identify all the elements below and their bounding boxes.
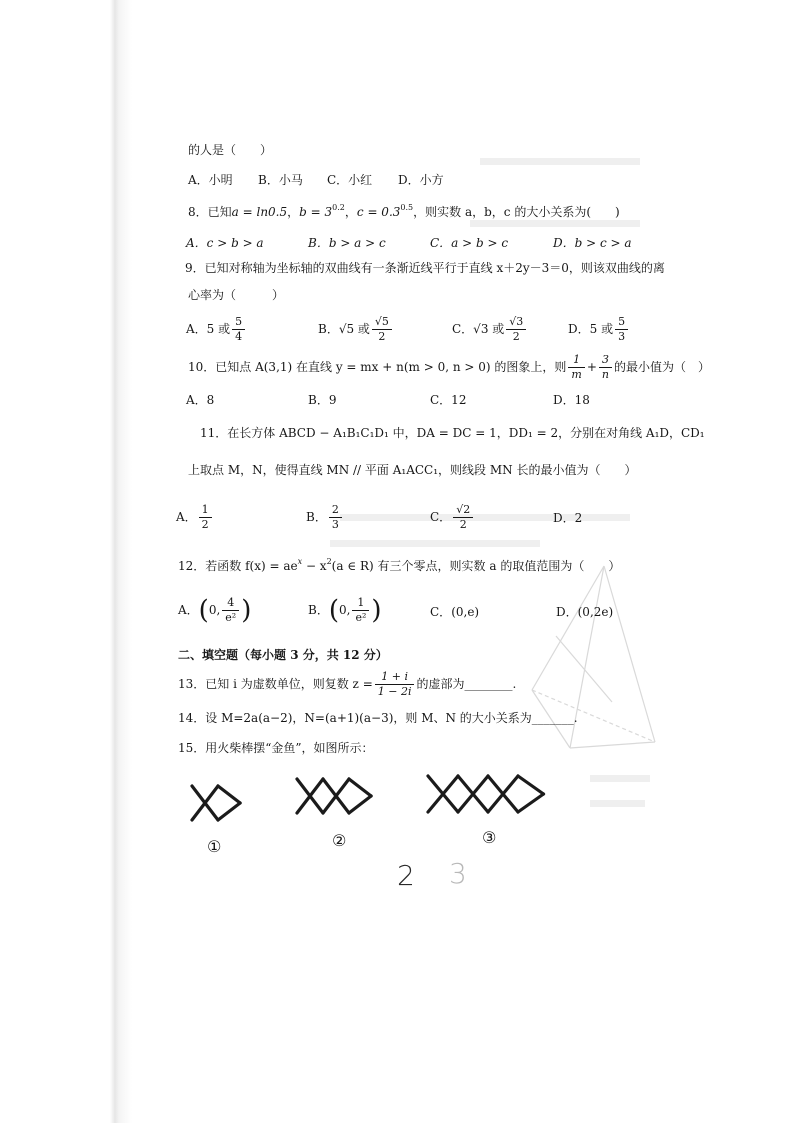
handwritten-page-number: 2 <box>397 859 415 892</box>
option-label: B．√5 或 <box>318 322 370 336</box>
figure-label-3: ③ <box>482 828 497 847</box>
q7-tail: 的人是（ ） <box>188 143 273 157</box>
fraction-denominator: m <box>571 368 582 381</box>
q11-stem-line2: 上取点 M，N，使得直线 MN // 平面 A₁ACC₁，则线段 MN 长的最小值为（ ） <box>188 463 637 477</box>
fraction-numerator: 5 <box>232 315 245 330</box>
interval-start: 0, <box>338 603 351 617</box>
option-label: A．5 或 <box>186 322 231 336</box>
section-title: 二、填空题 <box>178 648 239 662</box>
q8-tail: ，则实数 a，b，c 的大小关系为( ) <box>413 205 620 219</box>
q12-mid: − x <box>302 559 327 573</box>
q13-tail: 的虚部为________. <box>416 677 517 691</box>
q8-b-base: b = 3 <box>299 205 333 219</box>
q8-option-d: D．b > c > a <box>553 236 632 250</box>
fraction-denominator: 1 − 2i <box>377 685 412 698</box>
q7-option-d: D．小方 <box>398 173 444 187</box>
option-value: (0,2e) <box>577 605 614 619</box>
q13-lead: 13．已知 i 为虚数单位，则复数 z = <box>178 677 373 691</box>
handwritten-faint-number: 3 <box>449 857 467 890</box>
fraction-denominator: n <box>601 368 609 381</box>
option-label: D． <box>553 511 575 525</box>
q8-option-c: C．a > b > c <box>430 236 509 250</box>
fraction-denominator: e² <box>225 611 237 624</box>
option-value: (0,e) <box>451 605 480 619</box>
fraction-denominator: 4 <box>235 330 243 343</box>
fraction-denominator: e² <box>355 611 367 624</box>
q8-option-a: A．c > b > a <box>186 236 264 250</box>
option-label: B． <box>306 510 327 524</box>
q12-tail: (a ∈ R) 有三个零点，则实数 a 的取值范围为（ ） <box>331 559 621 573</box>
q10-option-d: D．18 <box>553 393 590 407</box>
q7-option-a: A．小明 <box>188 173 233 187</box>
q8-a-expr: a = ln0.5 <box>231 205 288 219</box>
right-paren: ) <box>371 595 382 626</box>
fraction-numerator: 3 <box>599 353 612 368</box>
q12-lead: 12．若函数 f(x) = ae <box>178 559 298 573</box>
q14-stem: 14．设 M=2a(a−2)，N=(a+1)(a−3)，则 M、N 的大小关系为_______. <box>178 711 578 725</box>
plus-sign: + <box>586 360 597 374</box>
matchstick <box>218 786 240 803</box>
fraction-numerator: 2 <box>329 503 342 518</box>
q11-stem-line1: 11．在长方体 ABCD − A₁B₁C₁D₁ 中，DA = DC = 1，DD₁ = 2，分别在对角线 A₁D，CD₁ <box>200 426 705 440</box>
fraction-denominator: 2 <box>378 330 386 343</box>
option-label: C．√3 或 <box>452 322 505 336</box>
option-label: B． <box>308 603 329 617</box>
q8-sep: ， <box>344 205 357 219</box>
matchstick <box>518 794 544 812</box>
fraction-numerator: 5 <box>615 315 628 330</box>
q8-c-exponent: 0.5 <box>400 203 414 212</box>
q8-sep: ， <box>287 205 300 219</box>
option-label: A． <box>178 603 199 617</box>
fraction-numerator: 1 <box>199 503 212 518</box>
left-paren: ( <box>328 595 339 626</box>
left-paren: ( <box>198 595 209 626</box>
q7-option-c: C．小红 <box>327 173 373 187</box>
matchstick <box>518 776 544 794</box>
matchstick <box>218 803 240 820</box>
q8-option-b: B．b > a > c <box>308 236 386 250</box>
interval-start: 0, <box>208 603 221 617</box>
fraction-denominator: 2 <box>512 330 520 343</box>
q9-stem-line1: 9．已知对称轴为坐标轴的双曲线有一条渐近线平行于直线 x＋2y－3＝0，则该双曲线的离 <box>185 261 665 275</box>
q10-lead: 10．已知点 A(3,1) 在直线 y = mx + n(m > 0, n > 0) 的图象上，则 <box>188 360 567 374</box>
q15-stem: 15．用火柴棒摆“金鱼”，如图所示： <box>178 741 374 755</box>
q12-exponent-2: 2 <box>326 557 332 566</box>
q12-exponent-x: x <box>297 557 303 566</box>
fraction-denominator: 2 <box>201 518 209 531</box>
matchstick <box>349 796 371 813</box>
figure-label-2: ② <box>332 831 347 850</box>
fraction-numerator: 1 <box>568 353 584 368</box>
matchstick <box>349 779 371 796</box>
option-value: 2 <box>574 511 583 525</box>
q7-option-b: B．小马 <box>258 173 303 187</box>
fraction-denominator: 3 <box>618 330 626 343</box>
fraction-numerator: 1 <box>352 596 369 611</box>
q10-option-a: A．8 <box>186 393 215 407</box>
fraction-denominator: 2 <box>459 518 467 531</box>
option-label: C． <box>430 510 452 524</box>
q10-tail: 的最小值为（ ） <box>614 360 711 374</box>
option-label: C． <box>430 605 452 619</box>
figure-label-1: ① <box>207 837 222 856</box>
fraction-numerator: 4 <box>222 596 239 611</box>
q8-b-exponent: 0.2 <box>332 203 345 212</box>
q8-lead: 8．已知 <box>188 205 232 219</box>
right-paren: ) <box>241 595 252 626</box>
section-note: （每小题 3 分，共 12 分） <box>238 648 388 662</box>
q10-option-b: B．9 <box>308 393 337 407</box>
fraction-numerator: 1 + i <box>375 670 415 685</box>
q9-stem-line2: 心率为（ ） <box>188 288 285 302</box>
fraction-numerator: √2 <box>453 503 473 518</box>
option-label: D． <box>556 605 578 619</box>
fraction-numerator: √5 <box>372 315 392 330</box>
fraction-denominator: 3 <box>331 518 339 531</box>
fraction-numerator: √3 <box>506 315 526 330</box>
option-label: D．5 或 <box>568 322 614 336</box>
q8-c-base: c = 0.3 <box>356 205 401 219</box>
option-label: A． <box>176 510 197 524</box>
q10-option-c: C．12 <box>430 393 467 407</box>
